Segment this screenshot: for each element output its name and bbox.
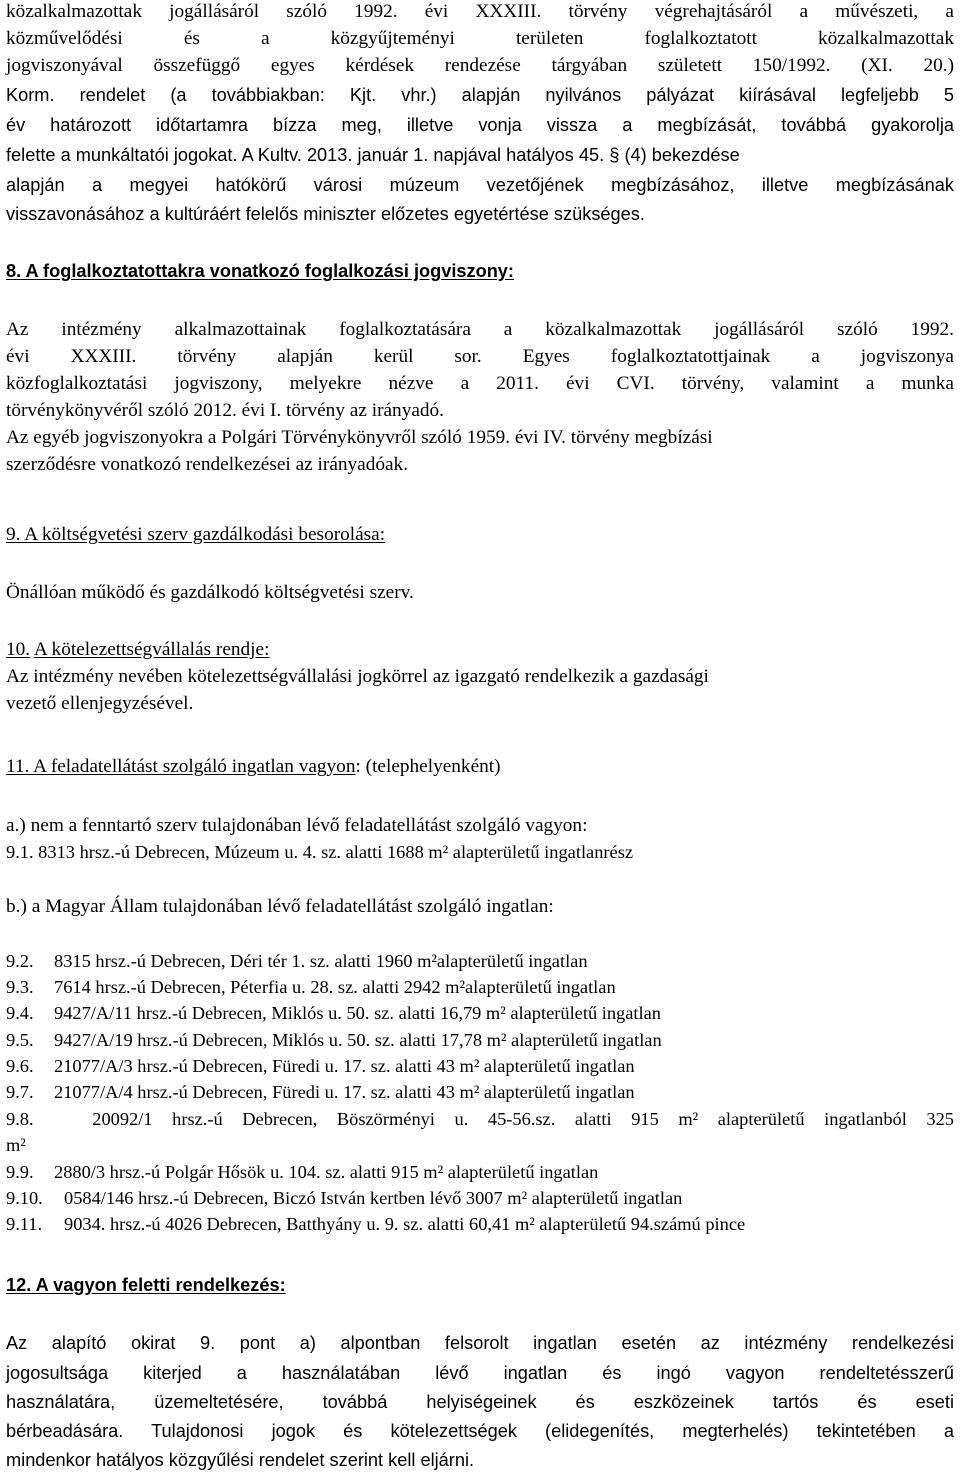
section-8-line-1: Az intézmény alkalmazottainak foglalkoztatására a közalkalmazottak jogállásáról szóló 1992. xyxy=(6,319,954,340)
section-10-line-2: vezető ellenjegyzésével. xyxy=(6,693,194,714)
section-12-line-4: bérbeadására. Tulajdonosi jogok és kötelezettségek (elidegenítés, megterhelés) tekintetében a xyxy=(6,1421,954,1441)
section-11-a-item: 9.1. 8313 hrsz.-ú Debrecen, Múzeum u. 4. sz. alatti 1688 m² alapterületű ingatlanrész xyxy=(6,842,634,862)
list-item-text: 9427/A/19 hrsz.-ú Debrecen, Miklós u. 50. sz. alatti 17,78 m² alapterületű ingatlan xyxy=(54,1030,662,1050)
list-item-num: 9.7. xyxy=(6,1082,34,1102)
intro-line-7: alapján a megyei hatókörű városi múzeum vezetőjének megbízásához, illetve megbízásának xyxy=(6,175,954,195)
section-8-heading: 8. A foglalkoztatottakra vonatkozó foglalkozási jogviszony: xyxy=(6,261,514,281)
list-item-text: 8315 hrsz.-ú Debrecen, Déri tér 1. sz. alatti 1960 m²alapterületű ingatlan xyxy=(54,951,588,971)
section-9-text: Önállóan működő és gazdálkodó költségvetési szerv. xyxy=(6,582,414,603)
section-8-line-3: közfoglalkoztatási jogviszony, melyekre nézve a 2011. évi CVI. törvény, valamint a munka xyxy=(6,373,954,394)
intro-line-5: év határozott időtartamra bízza meg, illetve vonja vissza a megbízását, továbbá gyakorolja xyxy=(6,115,954,135)
section-9-heading: 9. A költségvetési szerv gazdálkodási besorolása: xyxy=(6,524,386,545)
list-item xyxy=(6,952,588,970)
list-item-9-8-line-1: 9.8. 20092/1 hrsz.-ú Debrecen, Böszörményi u. 45-56.sz. alatti 915 m² alapterületű ingatlanból 325 xyxy=(6,1109,954,1129)
section-8-line-2: évi XXXIII. törvény alapján kerül sor. Egyes foglalkoztatottjainak a jogviszonya xyxy=(6,346,954,367)
section-11-heading xyxy=(6,757,501,776)
section-12-heading: 12. A vagyon feletti rendelkezés: xyxy=(6,1275,286,1295)
list-item xyxy=(6,1031,662,1049)
list-item-text: 21077/A/4 hrsz.-ú Debrecen, Füredi u. 17. sz. alatti 43 m² alapterületű ingatlan xyxy=(54,1082,635,1102)
intro-line-3: jogviszonyával összefüggő egyes kérdések rendezése tárgyában született 150/1992. (XI. 20.) xyxy=(6,55,954,76)
list-item xyxy=(6,1215,745,1233)
list-item xyxy=(6,1083,635,1101)
list-item xyxy=(6,1004,661,1022)
list-item xyxy=(6,1057,635,1075)
list-item-num: 9.10. xyxy=(6,1188,43,1208)
section-12-line-5: mindenkor hatályos közgyűlési rendelet szerint kell eljárni. xyxy=(6,1450,475,1470)
section-10-heading-label: A kötelezettségvállalás rendje xyxy=(33,639,265,660)
list-item-num: 9.2. xyxy=(6,951,34,971)
section-10-heading-num: 10. xyxy=(6,639,31,660)
section-11-a-title: a.) nem a fenntartó szerv tulajdonában lévő feladatellátást szolgáló vagyon: xyxy=(6,815,588,836)
section-12-line-2: jogosultsága kiterjed a használatában lévő ingatlan és ingó vagyon rendeltetésszerű xyxy=(6,1363,954,1383)
list-item xyxy=(6,978,616,996)
intro-line-8: visszavonásához a kultúráért felelős miniszter előzetes egyetértése szükséges. xyxy=(6,204,645,224)
section-11-b-title: b.) a Magyar Állam tulajdonában lévő feladatellátást szolgáló ingatlan: xyxy=(6,896,554,917)
list-item-text: 2880/3 hrsz.-ú Polgár Hősök u. 104. sz. alatti 915 m² alapterületű ingatlan xyxy=(54,1162,599,1182)
intro-line-4: Korm. rendelet (a továbbiakban: Kjt. vhr.) alapján nyilvános pályázat kiírásával legfeljebb 5 xyxy=(6,85,954,105)
section-8-line-5: Az egyéb jogviszonyokra a Polgári Törvénykönyvről szóló 1959. évi IV. törvény megbízási xyxy=(6,427,713,448)
section-11-heading-suffix: : (telephelyenként) xyxy=(355,756,501,777)
section-12-line-1: Az alapító okirat 9. pont a) alpontban felsorolt ingatlan esetén az intézmény rendelkezési xyxy=(6,1333,954,1353)
intro-line-6: felette a munkáltatói jogokat. A Kultv. 2013. január 1. napjával hatályos 45. § (4) bekezdése xyxy=(6,145,740,165)
list-item-num: 9.5. xyxy=(6,1030,34,1050)
list-item-text: 9034. hrsz.-ú 4026 Debrecen, Batthyány u. 9. sz. alatti 60,41 m² alapterületű 94.számú pince xyxy=(64,1214,746,1234)
section-8-line-6: szerződésre vonatkozó rendelkezései az irányadóak. xyxy=(6,454,409,475)
section-11-heading-label: 11. A feladatellátást szolgáló ingatlan vagyon xyxy=(6,756,356,777)
list-item-num: 9.9. xyxy=(6,1162,34,1182)
list-item-num: 9.3. xyxy=(6,977,34,997)
list-item-text: 21077/A/3 hrsz.-ú Debrecen, Füredi u. 17. sz. alatti 43 m² alapterületű ingatlan xyxy=(54,1056,635,1076)
section-10-line-1: Az intézmény nevében kötelezettségvállalási jogkörrel az igazgató rendelkezik a gazdasági xyxy=(6,666,709,687)
list-item xyxy=(6,1189,682,1207)
list-item-text: 7614 hrsz.-ú Debrecen, Péterfia u. 28. sz. alatti 2942 m²alapterületű ingatlan xyxy=(54,977,616,997)
intro-line-1: közalkalmazottak jogállásáról szóló 1992. évi XXXIII. törvény végrehajtásáról a művészeti, a xyxy=(6,1,954,22)
list-item-num: 9.4. xyxy=(6,1003,34,1023)
section-12-line-3: használatára, üzemeltetésére, továbbá helyiségeinek és eszközeinek tartós és eseti xyxy=(6,1392,954,1412)
list-item-9-8-line-2: m² xyxy=(6,1135,26,1155)
list-item-text: 9427/A/11 hrsz.-ú Debrecen, Miklós u. 50. sz. alatti 16,79 m² alapterületű ingatlan xyxy=(54,1003,661,1023)
list-item xyxy=(6,1163,598,1181)
list-item-text: 0584/146 hrsz.-ú Debrecen, Biczó István kertben lévő 3007 m² alapterületű ingatlan xyxy=(64,1188,683,1208)
intro-line-2: közművelődési és a közgyűjteményi területen foglalkoztatott közalkalmazottak xyxy=(6,28,954,49)
list-item-num: 9.11. xyxy=(6,1214,43,1234)
section-10-heading: 10. A kötelezettségvállalás rendje: xyxy=(6,639,270,660)
section-8-line-4: törvénykönyvéről szóló 2012. évi I. törvény az irányadó. xyxy=(6,400,444,421)
list-item-num: 9.6. xyxy=(6,1056,34,1076)
